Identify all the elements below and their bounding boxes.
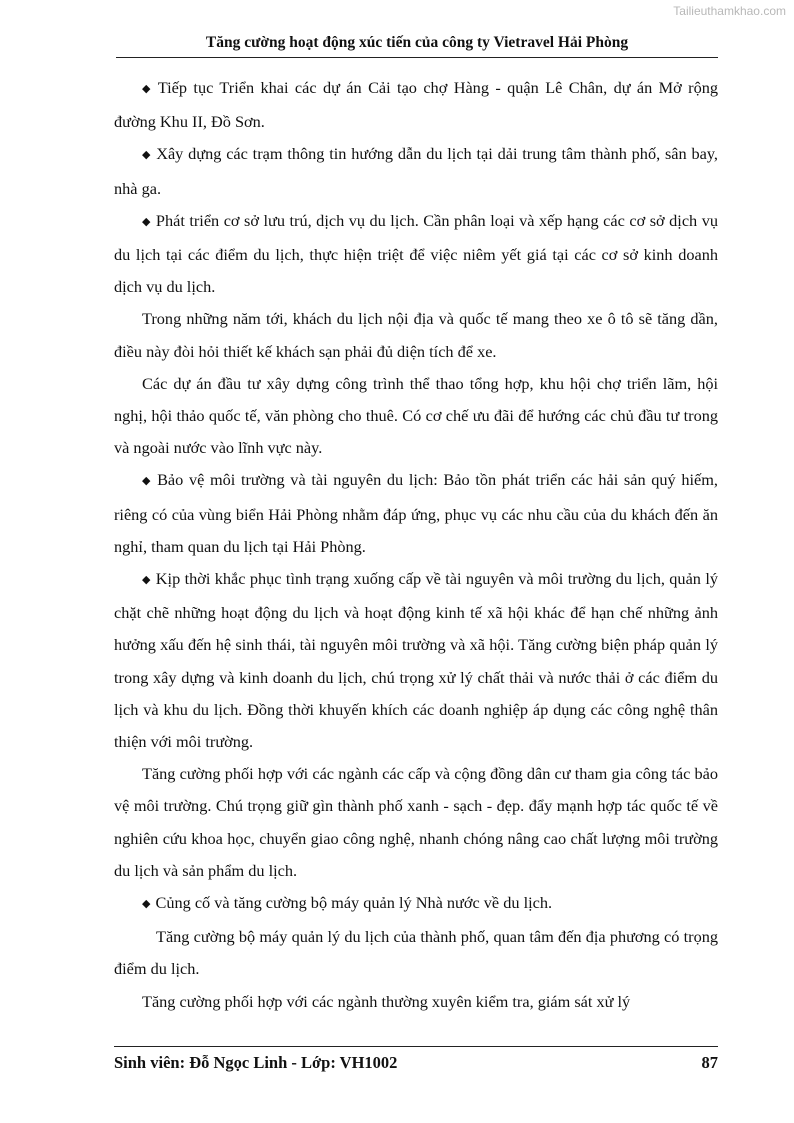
diamond-bullet-icon: ◆ <box>142 215 151 228</box>
page-footer <box>114 1046 718 1073</box>
paragraph: Tăng cường bộ máy quản lý du lịch của thành phố, quan tâm đến địa phương có trọng điểm du lịch. <box>114 927 718 979</box>
paragraph-text: Tiếp tục Triển khai các dự án Cải tạo chợ Hàng - quận Lê Chân, dự án Mở rộng đường Khu II, Đồ Sơn. <box>114 78 718 132</box>
page-number: 87 <box>701 1053 718 1072</box>
diamond-bullet-icon: ◆ <box>142 149 152 162</box>
paragraph-text: Củng cố và tăng cường bộ máy quản lý Nhà nước về du lịch. <box>155 893 553 913</box>
watermark: Tailieuthamkhao.com <box>673 4 786 18</box>
paragraph-text: Bảo vệ môi trường và tài nguyên du lịch: Bảo tồn phát triển các hải sản quý hiếm, riêng có của vùng biển Hải Phòng nhằm đáp ứng, phục vụ các nhu cầu của du khách đến ăn nghỉ, tham quan du lịch tại Hải Phòng. <box>114 470 718 556</box>
paragraph: Tăng cường phối hợp với các ngành thường xuyên kiểm tra, giám sát xử lý <box>142 991 631 1011</box>
page-body <box>114 72 718 1018</box>
paragraph: Các dự án đầu tư xây dựng công trình thể thao tổng hợp, khu hội chợ triển lãm, hội nghị, hội thảo quốc tế, văn phòng cho thuê. Có cơ chế ưu đãi để hướng các chủ đầu tư trong và ngoài nước vào lĩnh vực này. <box>114 373 718 458</box>
paragraph: Tăng cường phối hợp với các ngành các cấp và cộng đồng dân cư tham gia công tác bảo vệ môi trường. Chú trọng giữ gìn thành phố xanh - sạch - đẹp. đẩy mạnh hợp tác quốc tế về nghiên cứu khoa học, chuyển giao công nghệ, nhanh chóng nâng cao chất lượng môi trường du lịch và sản phẩm du lịch. <box>114 764 718 880</box>
paragraph-bullet <box>114 464 718 563</box>
diamond-bullet-icon: ◆ <box>142 574 151 587</box>
paragraph-bullet <box>114 205 718 304</box>
paragraph-text: Phát triển cơ sở lưu trú, dịch vụ du lịch. Cần phân loại và xếp hạng các cơ sở dịch vụ du lịch tại các điểm du lịch, thực hiện triệt để việc niêm yết giá tại các cơ sở kinh doanh dịch vụ du lịch. <box>114 210 718 297</box>
page-header <box>116 34 718 58</box>
diamond-bullet-icon: ◆ <box>142 83 153 95</box>
paragraph-bullet <box>114 72 718 138</box>
diamond-bullet-icon: ◆ <box>142 475 153 488</box>
paragraph-text: Xây dựng các trạm thông tin hướng dẫn du lịch tại dải trung tâm thành phố, sân bay, nhà ga. <box>114 144 718 198</box>
paragraph-bullet <box>114 887 718 921</box>
diamond-bullet-icon: ◆ <box>142 898 151 911</box>
footer-student: Sinh viên: Đỗ Ngọc Linh - Lớp: VH1002 <box>114 1053 398 1072</box>
paragraph-text: Kịp thời khắc phục tình trạng xuống cấp về tài nguyên và môi trường du lịch, quản lý chặt chẽ những hoạt động du lịch và hoạt động kinh tế xã hội khác để hạn chế những ảnh hưởng xấu đến hệ sinh thái, tài nguyên môi trường và xã hội. Tăng cường biện pháp quản lý trong xây dựng và kinh doanh du lịch, chú trọng xử lý chất thải và nước thải ở các điểm du lịch và khu du lịch. Đồng thời khuyến khích các doanh nghiệp áp dụng các công nghệ thân thiện với môi trường. <box>114 569 718 752</box>
header-title: Tăng cường hoạt động xúc tiến của công ty Vietravel Hải Phòng <box>205 34 629 51</box>
paragraph-bullet <box>114 138 718 204</box>
paragraph-bullet <box>114 563 718 758</box>
paragraph: Trong những năm tới, khách du lịch nội địa và quốc tế mang theo xe ô tô sẽ tăng dần, điều này đòi hỏi thiết kế khách sạn phải đủ diện tích để xe. <box>114 309 718 361</box>
